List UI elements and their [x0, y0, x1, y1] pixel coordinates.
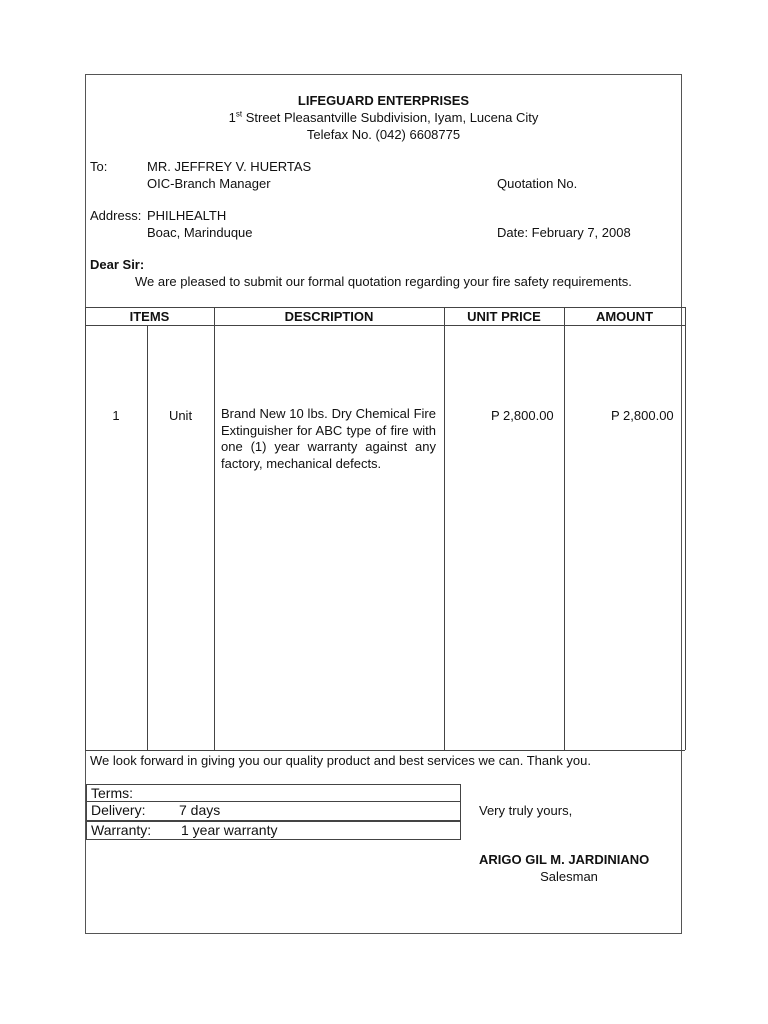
table-divider-qty	[147, 325, 148, 750]
row-description: Brand New 10 lbs. Dry Chemical Fire Extinguisher for ABC type of fire with one (1) year warranty against any factory, mechanical defects.	[221, 406, 436, 471]
table-right-border	[685, 307, 686, 750]
thank-you-text: We look forward in giving you our quality product and best services we can. Thank you.	[90, 753, 592, 768]
row-unit-price: P 2,800.00	[491, 408, 554, 423]
table-left-border	[85, 307, 86, 750]
quotation-number-label: Quotation No.	[497, 176, 578, 191]
delivery-value: 7 days	[179, 802, 221, 818]
recipient-name: MR. JEFFREY V. HUERTAS	[147, 159, 312, 174]
to-label: To:	[90, 159, 108, 174]
terms-label: Terms:	[91, 785, 133, 801]
recipient-address-line1: PHILHEALTH	[147, 208, 227, 223]
warranty-value: 1 year warranty	[181, 822, 278, 838]
address-label: Address:	[90, 208, 142, 223]
company-name: LIFEGUARD ENTERPRISES	[297, 93, 470, 108]
company-telefax: Telefax No. (042) 6608775	[306, 127, 461, 142]
row-unit: Unit	[168, 408, 193, 423]
salutation: Dear Sir:	[90, 257, 145, 272]
recipient-title: OIC-Branch Manager	[147, 176, 271, 191]
header-description: DESCRIPTION	[284, 309, 374, 324]
address-ordinal: st	[235, 109, 243, 119]
address-street: Street Pleasantville Subdivision, Iyam, Lucena City	[242, 110, 539, 125]
row-quantity: 1	[112, 408, 120, 423]
table-divider-description	[444, 307, 445, 750]
recipient-address-line2: Boac, Marinduque	[147, 225, 253, 240]
valediction: Very truly yours,	[479, 803, 573, 818]
header-amount: AMOUNT	[595, 309, 654, 324]
delivery-row	[86, 802, 461, 821]
address-number: 1	[228, 110, 236, 125]
quotation-date: Date: February 7, 2008	[497, 225, 631, 240]
header-items: ITEMS	[129, 309, 170, 324]
table-bottom-border	[85, 750, 685, 751]
table-divider-price	[564, 307, 565, 750]
table-top-border	[85, 307, 685, 308]
table-header-border	[85, 325, 685, 326]
company-address	[85, 110, 682, 125]
signatory-name: ARIGO GIL M. JARDINIANO	[479, 852, 650, 867]
signatory-title: Salesman	[540, 869, 598, 884]
warranty-label: Warranty:	[91, 822, 152, 838]
row-amount: P 2,800.00	[611, 408, 674, 423]
intro-text: We are pleased to submit our formal quotation regarding your fire safety requirements.	[135, 274, 632, 289]
warranty-row	[86, 821, 461, 840]
table-divider-items	[214, 307, 215, 750]
delivery-label: Delivery:	[91, 802, 146, 818]
terms-row	[86, 784, 461, 802]
header-unit-price: UNIT PRICE	[467, 309, 541, 324]
